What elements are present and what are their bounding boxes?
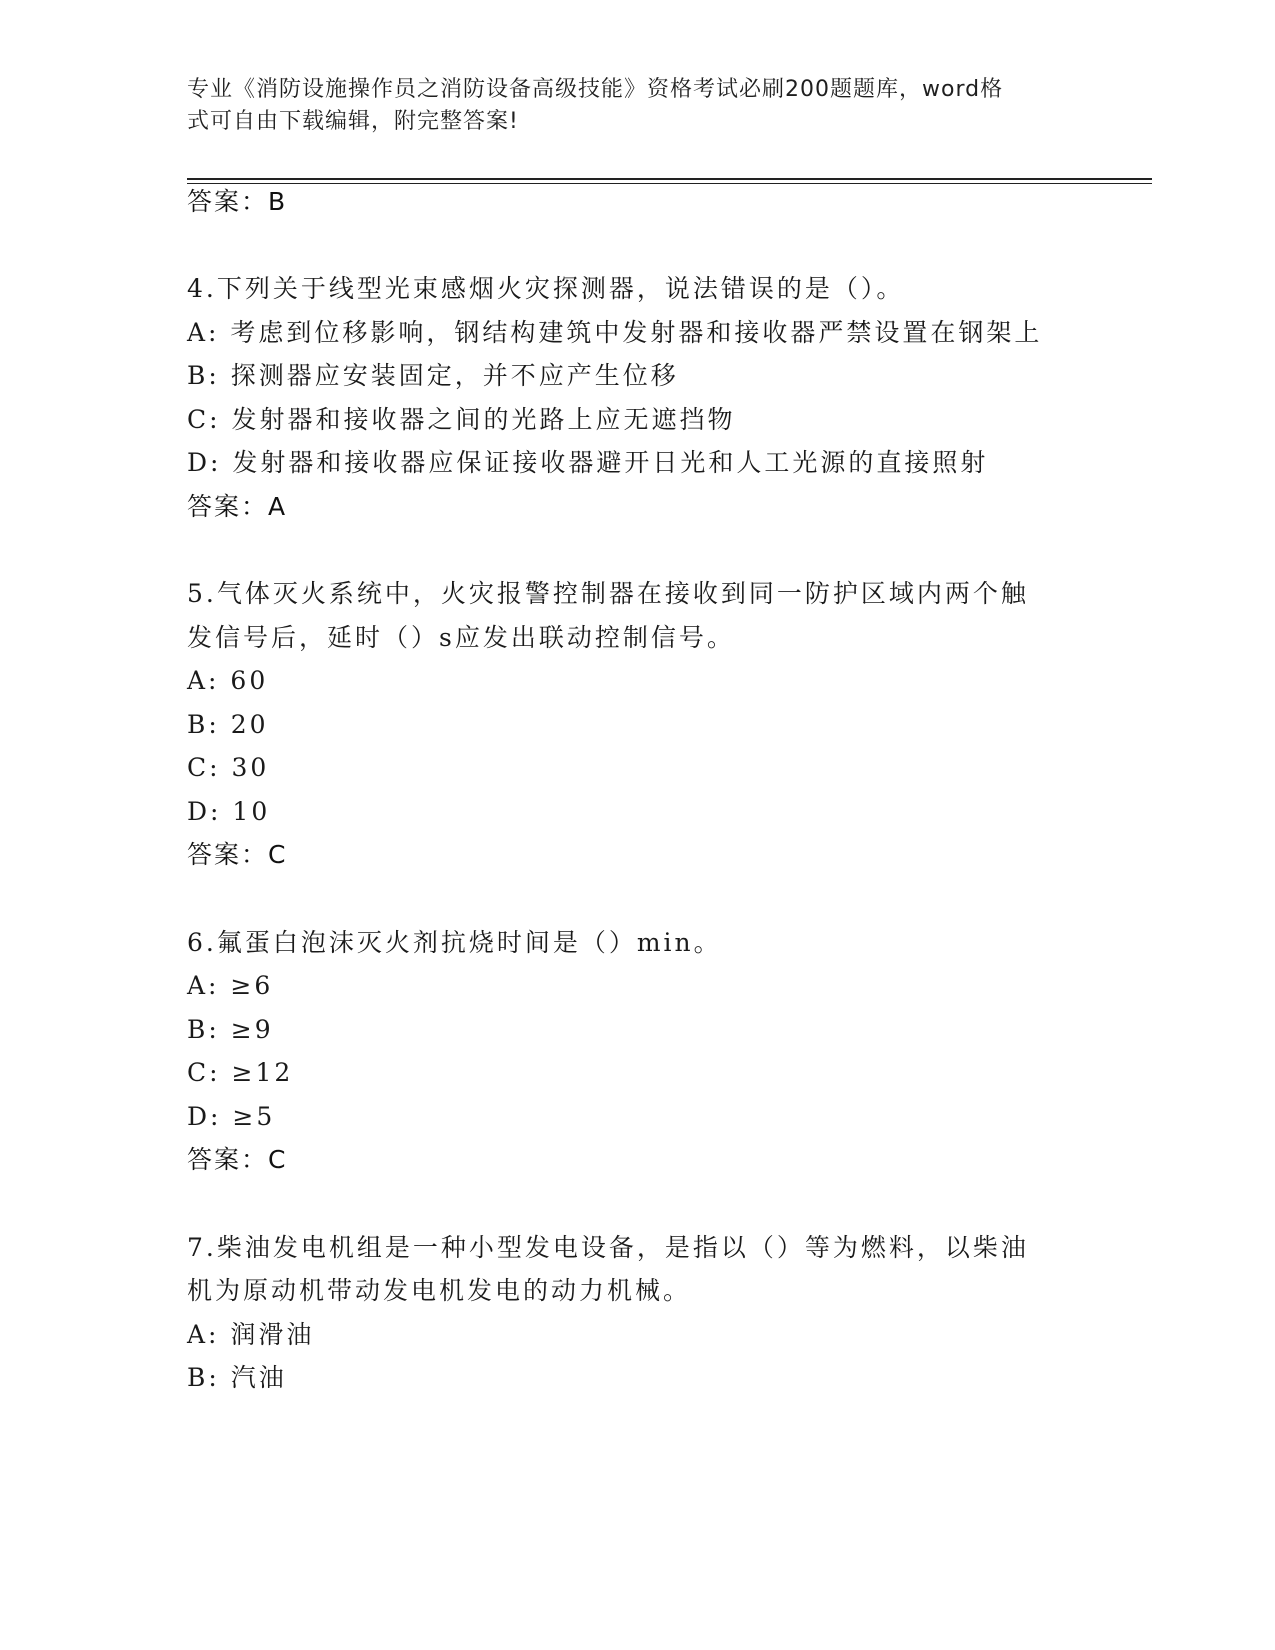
- question-7-stem-line-2: 机为原动机带动发电机发电的动力机械。: [187, 1276, 692, 1305]
- question-7-option-a: A: 润滑油: [187, 1320, 315, 1349]
- question-5-stem-line-1: 5.气体灭火系统中，火灾报警控制器在接收到同一防护区域内两个触: [187, 579, 1029, 608]
- question-6-option-b: B: ≥9: [187, 1015, 274, 1044]
- question-5-stem-line-2: 发信号后，延时（）s应发出联动控制信号。: [187, 623, 735, 652]
- question-5-option-a: A: 60: [187, 666, 269, 695]
- answer-q6: 答案：C: [187, 1145, 288, 1174]
- question-4-option-c: C: 发射器和接收器之间的光路上应无遮挡物: [187, 405, 736, 434]
- question-5-option-c: C: 30: [187, 753, 270, 782]
- header-line-2: 式可自由下载编辑，附完整答案!: [187, 109, 519, 134]
- question-6-option-d: D: ≥5: [187, 1102, 276, 1131]
- question-4-stem: 4.下列关于线型光束感烟火灾探测器，说法错误的是（）。: [187, 274, 905, 303]
- question-6-option-a: A: ≥6: [187, 971, 274, 1000]
- document-header: [187, 74, 1067, 138]
- question-5-option-b: B: 20: [187, 710, 269, 739]
- question-4-option-d: D: 发射器和接收器应保证接收器避开日光和人工光源的直接照射: [187, 448, 989, 477]
- question-7-option-b: B: 汽油: [187, 1363, 287, 1392]
- question-5-option-d: D: 10: [187, 797, 271, 826]
- answer-q5: 答案：C: [187, 840, 288, 869]
- question-6-option-c: C: ≥12: [187, 1058, 294, 1087]
- header-divider: [187, 178, 1152, 180]
- answer-q3: 答案：B: [187, 187, 288, 216]
- question-7-stem-line-1: 7.柴油发电机组是一种小型发电设备，是指以（）等为燃料，以柴油: [187, 1233, 1029, 1262]
- question-4-option-b: B: 探测器应安装固定，并不应产生位移: [187, 361, 679, 390]
- header-divider-thin: [187, 183, 1152, 184]
- question-4-option-a: A: 考虑到位移影响，钢结构建筑中发射器和接收器严禁设置在钢架上: [187, 318, 1043, 347]
- question-6-stem: 6.氟蛋白泡沫灭火剂抗烧时间是（）min。: [187, 928, 722, 957]
- answer-q4: 答案：A: [187, 492, 288, 521]
- header-line-1: 专业《消防设施操作员之消防设备高级技能》资格考试必刷200题题库，word格: [187, 77, 1004, 102]
